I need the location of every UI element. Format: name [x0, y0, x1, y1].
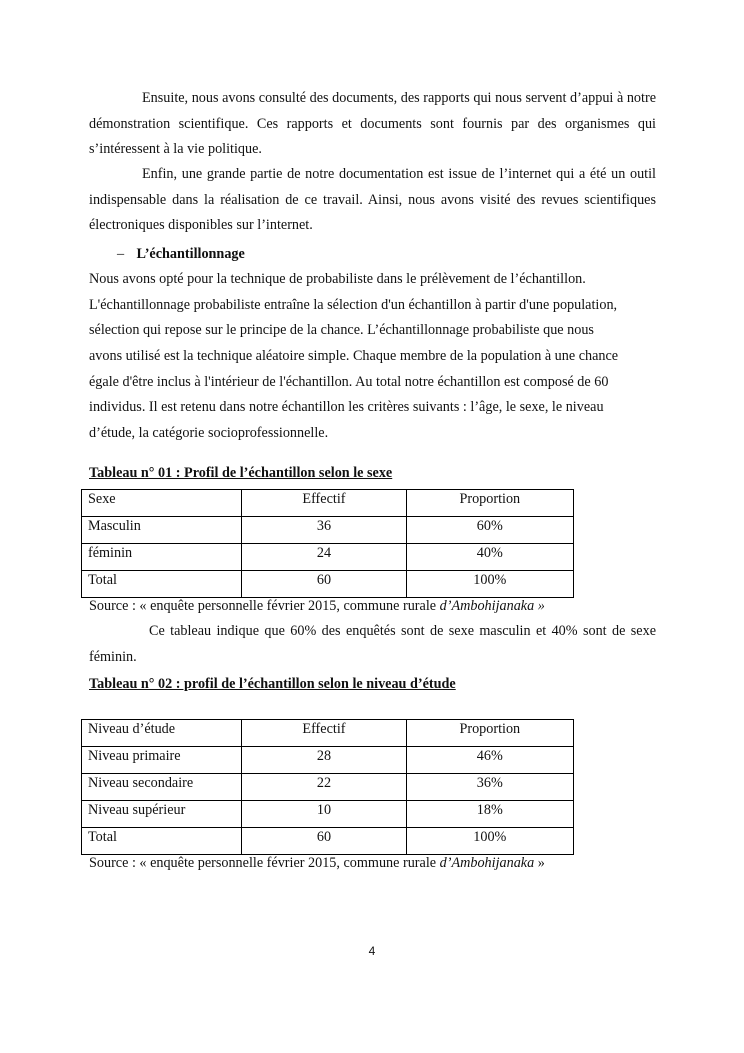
- table-header-cell: Proportion: [406, 490, 573, 517]
- source-text: Source : « enquête personnelle février 2015, commune rurale: [89, 855, 440, 871]
- table-cell: 46%: [406, 747, 573, 774]
- table-cell: 100%: [406, 828, 573, 855]
- text-line: égale d'être inclus à l'intérieur de l'échantillon. Au total notre échantillon est composé de 60: [89, 374, 609, 390]
- table-cell: Total: [82, 828, 242, 855]
- table-header-cell: Sexe: [82, 490, 242, 517]
- text-line: individus. Il est retenu dans notre échantillon les critères suivants : l’âge, le sexe, le niveau: [89, 399, 604, 415]
- page-number: 4: [368, 944, 376, 958]
- text-line: d’étude, la catégorie socioprofessionnelle.: [89, 425, 329, 441]
- table-row: [82, 801, 574, 828]
- table-sexe: [81, 489, 574, 598]
- table-header-cell: Niveau d’étude: [82, 720, 242, 747]
- source-place: d’Ambohijanaka »: [439, 598, 545, 614]
- table-header-cell: Effectif: [242, 720, 406, 747]
- table-cell: Total: [82, 571, 242, 598]
- table-row: [82, 544, 574, 571]
- table-cell: 36%: [406, 774, 573, 801]
- table-cell: Niveau supérieur: [82, 801, 242, 828]
- text-line: avons utilisé est la technique aléatoire simple. Chaque membre de la population à une chance: [89, 348, 619, 364]
- table-row: [82, 774, 574, 801]
- table1-source: [89, 596, 545, 616]
- table-cell: 60: [242, 828, 406, 855]
- table-cell: 60: [242, 571, 406, 598]
- source-text: Source : « enquête personnelle février 2015, commune rurale: [89, 598, 440, 614]
- table-cell: 60%: [406, 517, 573, 544]
- table-header-row: [82, 720, 574, 747]
- table2-source: [89, 853, 545, 873]
- table-row: [82, 747, 574, 774]
- table1-caption: Tableau n° 01 : Profil de l’échantillon selon le sexe: [89, 465, 393, 481]
- table-row: [82, 828, 574, 855]
- table-row: [82, 517, 574, 544]
- section-heading: [117, 242, 245, 268]
- table1-comment: Ce tableau indique que 60% des enquêtés sont de sexe masculin et 40% sont de sexe féminin.: [89, 623, 656, 665]
- table-cell: 22: [242, 774, 406, 801]
- table-row: [82, 571, 574, 598]
- table-cell: Niveau secondaire: [82, 774, 242, 801]
- paragraph-documents: Ensuite, nous avons consulté des documents, des rapports qui nous servent d’appui à notre démonstration scientifique. Ces rapports et documents sont fournis par des organismes qui s’intéressent à la vie politique.: [89, 90, 656, 158]
- bullet-dash: –: [117, 246, 125, 262]
- table-cell: 18%: [406, 801, 573, 828]
- table-header-row: [82, 490, 574, 517]
- table-cell: Niveau primaire: [82, 747, 242, 774]
- table-cell: 36: [242, 517, 406, 544]
- table-cell: féminin: [82, 544, 242, 571]
- table-cell: 100%: [406, 571, 573, 598]
- table-niveau-etude: [81, 719, 574, 855]
- table-cell: 24: [242, 544, 406, 571]
- table-header-cell: Proportion: [406, 720, 573, 747]
- table-cell: 28: [242, 747, 406, 774]
- table2-caption: Tableau n° 02 : profil de l’échantillon selon le niveau d’étude: [89, 676, 456, 692]
- text-line: Nous avons opté pour la technique de probabiliste dans le prélèvement de l’échantillon.: [89, 271, 586, 287]
- table-cell: 40%: [406, 544, 573, 571]
- table-cell: Masculin: [82, 517, 242, 544]
- section-heading-text: L’échantillonnage: [136, 246, 245, 262]
- text-line: sélection qui repose sur le principe de la chance. L’échantillonnage probabiliste que nous: [89, 322, 594, 338]
- table-header-cell: Effectif: [242, 490, 406, 517]
- table-cell: 10: [242, 801, 406, 828]
- paragraph-internet: Enfin, une grande partie de notre documentation est issue de l’internet qui a été un outil indispensable dans la réalisation de ce travail. Ainsi, nous avons visité des revues scientifiques électroniques disponibles sur l’internet.: [89, 166, 656, 234]
- source-suffix: »: [534, 855, 545, 871]
- text-line: L'échantillonnage probabiliste entraîne la sélection d'un échantillon à partir d'une population,: [89, 297, 618, 313]
- source-place: d’Ambohijanaka: [439, 855, 535, 871]
